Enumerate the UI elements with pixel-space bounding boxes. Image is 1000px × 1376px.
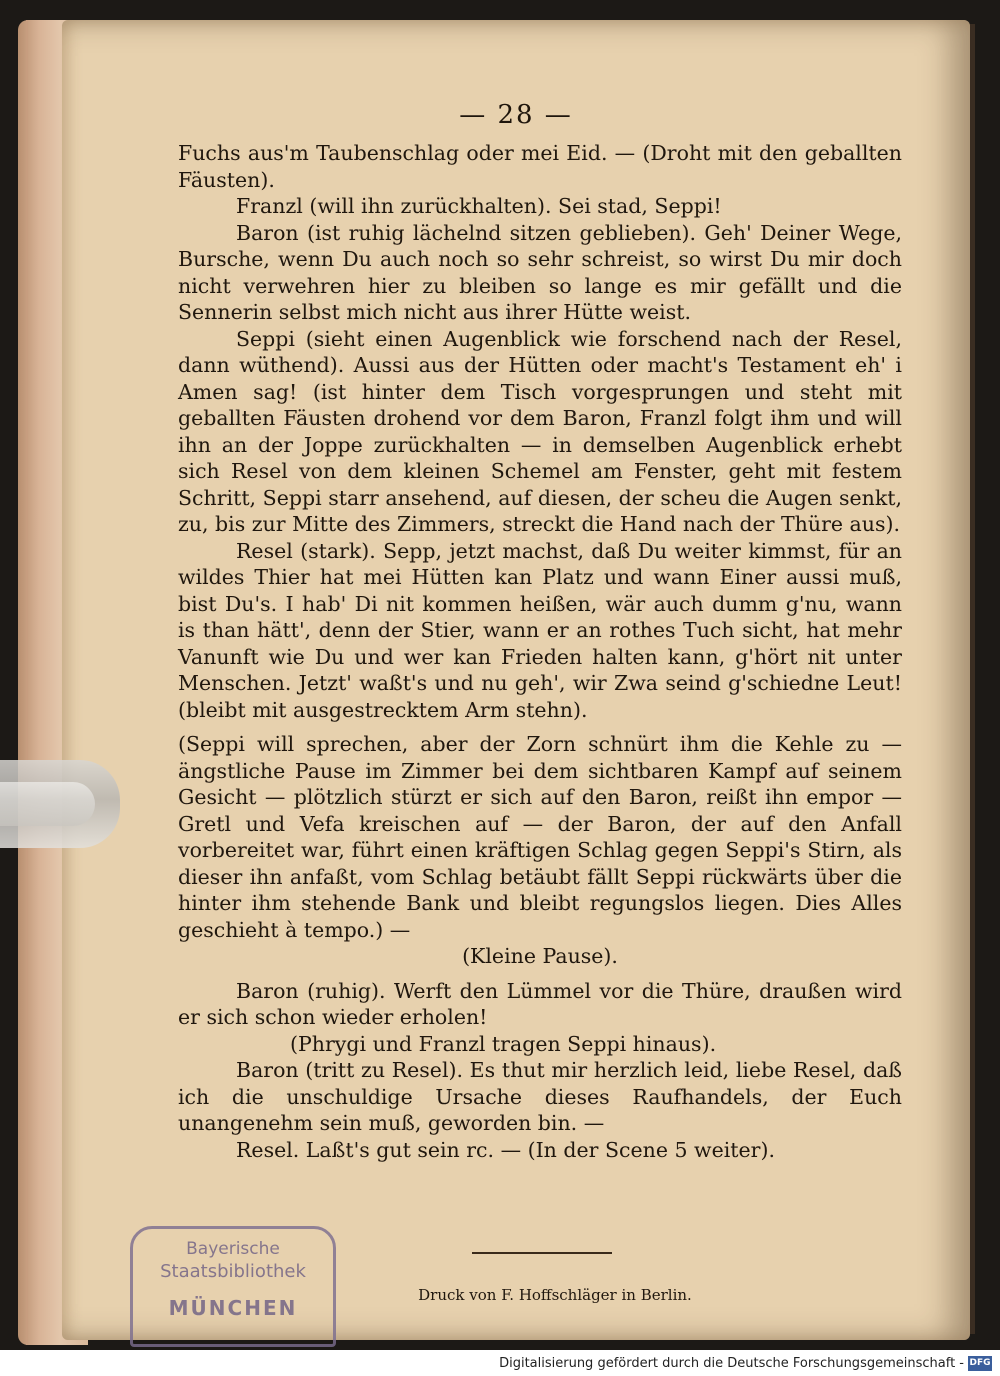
dfg-logo-icon: DFG (968, 1356, 992, 1371)
paragraph: (Kleine Pause). (462, 944, 618, 968)
paragraph: Seppi (sieht einen Augenblick wie forschend nach der Resel, dann wüthend). Aussi aus der Hütten oder macht's Testament eh' i Amen sag! (ist hinter dem Tisch vorgesprungen und steht mit geballten Fäusten drohend vor dem Baron, Franzl folgt ihm und will ihn an der Joppe zurückhalten — in demselben Augenblick erhebt sich Resel von dem kleinen Schemel am Fenster, geht mit festem Schritt, Seppi starr ansehend, auf diesen, der scheu die Augen senkt, zu, bis zur Mitte des Zimmers, streckt die Hand nach der Thüre aus). (178, 326, 902, 536)
footer-rule (472, 1252, 612, 1254)
paragraph: Franzl (will ihn zurückhalten). Sei stad, Seppi! (236, 194, 722, 218)
stamp-line-3: MÜNCHEN (168, 1296, 298, 1320)
paragraph: Baron (ist ruhig lächelnd sitzen geblieben). Geh' Deiner Wege, Bursche, wenn Du auch noch so sehr schreist, so wirst Du mir doch nicht verwehren hier zu bleiben so lange es mir gefällt und die Sennerin selbst mich nicht aus ihrer Hütte weist. (178, 220, 902, 324)
paragraph: Resel. Laßt's gut sein rc. — (In der Scene 5 weiter). (236, 1137, 775, 1162)
paragraph: Baron (tritt zu Resel). Es thut mir herzlich leid, liebe Resel, daß ich die unschuldige Ursache dieses Raufhandels, der Euch unangenehm sein muß, geworden bin. — (178, 1058, 902, 1135)
spacer (178, 723, 902, 731)
credit-text: Digitalisierung gefördert durch die Deutsche Forschungsgemeinschaft - (499, 1356, 964, 1371)
library-stamp (130, 1226, 336, 1347)
paragraph: (Phrygi und Franzl tragen Seppi hinaus). (290, 1031, 717, 1056)
page-text (178, 140, 902, 1163)
paragraph: (Seppi will sprechen, aber der Zorn schnürt ihm die Kehle zu — ängstliche Pause im Zimmer bei dem sichtbaren Kampf auf seinem Gesicht — plötzlich stürzt er sich auf den Baron, reißt ihn empor — Gretl und Vefa kreischen auf — der Baron, der auf den Anfall vorbereitet war, führt einen kräftigen Schlag gegen Seppi's Stirn, als dieser ihn anfaßt, vom Schlag betäubt fällt Seppi rückwärts über die hinter ihm stehende Bank und bleibt regungslos liegen. Dies Alles geschieht à tempo.) — (178, 732, 902, 942)
stamp-line-2: Staatsbibliothek (160, 1261, 306, 1282)
paragraph: Resel (stark). Sepp, jetzt machst, daß Du weiter kimmst, für an wildes Thier hat mei Hütten kan Platz und wann Einer aussi muß, bist Du's. I hab' Di nit kommen heißen, wär auch dumm g'nu, wann is than hätt', denn der Stier, wann er an rothes Tuch sicht, hat mehr Vanunft wie Du und wer kan Frieden halten kann, g'hört nit unter Menschen. Jetzt' waßt's und nu geh', wir Zwa seind g'schiedne Leut! (bleibt mit ausgestrecktem Arm stehn). (178, 538, 902, 722)
paragraph: Fuchs aus'm Taubenschlag oder mei Eid. — (Droht mit den geballten Fäusten). (178, 141, 902, 192)
spacer (178, 970, 902, 978)
page-stack-edge (26, 20, 28, 1345)
stamp-line-1: Bayerische (186, 1239, 280, 1259)
page-number: — 28 — (459, 100, 573, 130)
paragraph: Baron (ruhig). Werft den Lümmel vor die Thüre, draußen wird er sich schon wieder erholen! (178, 978, 902, 1029)
page-clip-highlight (0, 782, 95, 826)
printer-line: Druck von F. Hoffschläger in Berlin. (418, 1286, 692, 1304)
